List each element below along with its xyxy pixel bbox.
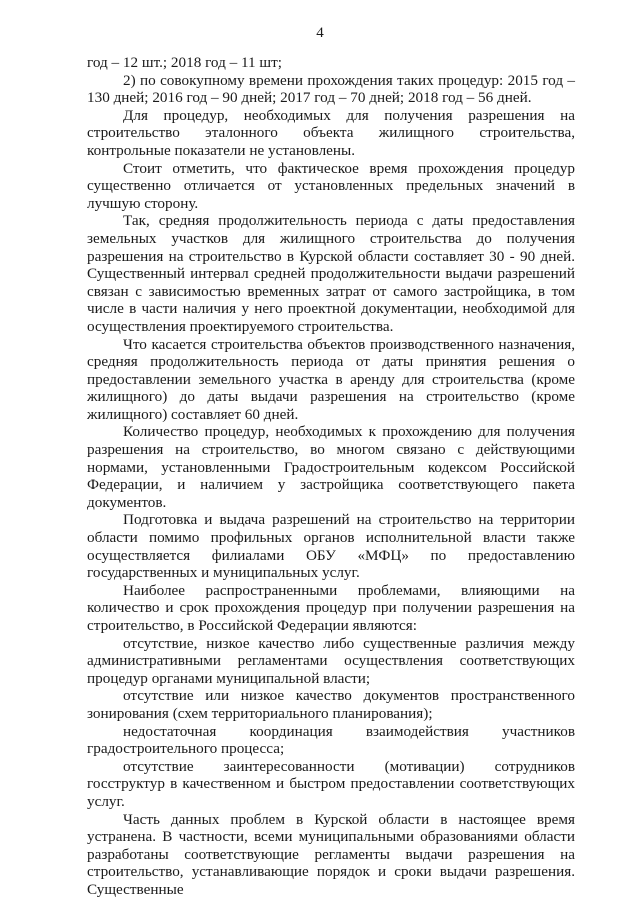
list-item: отсутствие заинтересованности (мотивации) сотрудников госструктур в качественном и быстром предоставлении соответствующих услуг. (87, 757, 575, 810)
list-item: отсутствие, низкое качество либо существенные различия между административными регламентами осуществления соответствующих процедур органами муниципальной власти; (87, 634, 575, 687)
paragraph: год – 12 шт.; 2018 год – 11 шт; (87, 54, 282, 71)
list-item: отсутствие или низкое качество документов пространственного зонирования (схем территориального планирования); (87, 687, 575, 722)
paragraph: Количество процедур, необходимых к прохождению для получения разрешения на строительство, во многом связано с действующими нормами, установленными Градостроительным кодексом Российской Федерации, и наличием у застройщика соответствующего пакета документов. (87, 423, 575, 511)
list-item: недостаточная координация взаимодействия участников градостроительного процесса; (87, 722, 575, 758)
paragraph: Стоит отметить, что фактическое время прохождения процедур существенно отличается от установленных предельных значений в лучшую сторону. (87, 159, 575, 212)
document-body (87, 54, 575, 899)
paragraph: Наиболее распространенными проблемами, влияющими на количество и срок прохождения процедур при получении разрешения на строительство, в Российской Федерации являются: (87, 581, 575, 634)
paragraph: Часть данных проблем в Курской области в настоящее время устранена. В частности, всеми муниципальными образованиями области разработаны соответствующие регламенты выдачи разрешения на строительство, устанавливающие порядок и сроки выдачи разрешения. Существенные (87, 810, 575, 898)
paragraph: Подготовка и выдача разрешений на строительство на территории области помимо профильных органов исполнительной власти также осуществляется филиалами ОБУ «МФЦ» по предоставлению государственных и муниципальных услуг. (87, 511, 575, 582)
page-number: 4 (316, 25, 324, 41)
paragraph: Что касается строительства объектов производственного назначения, средняя продолжительность периода от даты принятия решения о предоставлении земельного участка в аренду для строительства (кроме жилищного) до даты выдачи разрешения на строительство (кроме жилищного) составляет 60 дней. (87, 335, 575, 423)
paragraph: Для процедур, необходимых для получения разрешения на строительство эталонного объекта жилищного строительства, контрольные показатели не установлены. (87, 106, 575, 159)
paragraph: 2) по совокупному времени прохождения таких процедур: 2015 год – 130 дней; 2016 год – 90 дней; 2017 год – 70 дней; 2018 год – 56 дней. (87, 71, 575, 107)
paragraph: Так, средняя продолжительность периода с даты предоставления земельных участков для жилищного строительства до получения разрешения на строительство в Курской области составляет 30 - 90 дней. Существенный интервал средней продолжительности выдачи разрешений связан с зависимостью временных затрат от самого застройщика, в том числе в части наличия у него проектной документации, необходимой для осуществления проектируемого строительства. (87, 212, 575, 335)
